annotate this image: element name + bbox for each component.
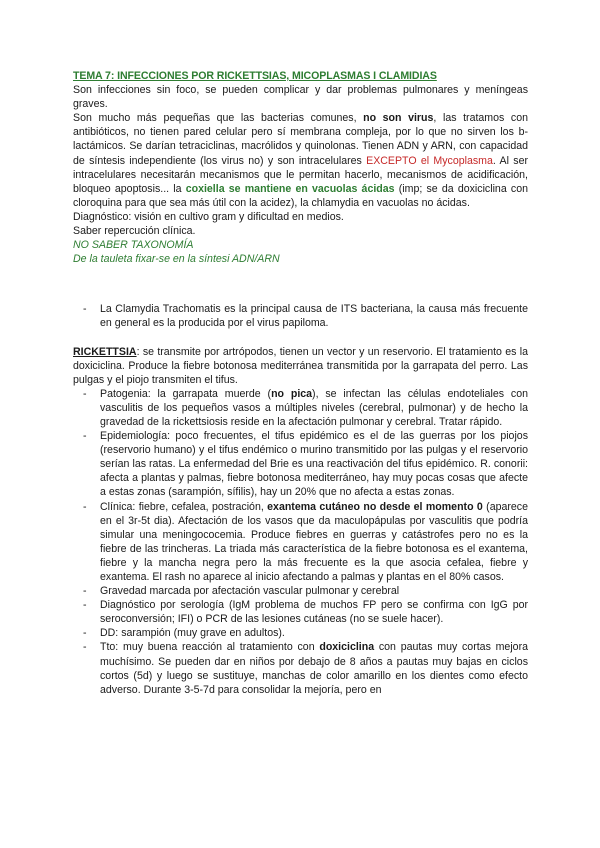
bold-run: no pica (271, 387, 313, 400)
rickettsia-heading: RICKETTSIA (73, 345, 137, 358)
red-highlight: EXCEPTO el Mycoplasma (366, 154, 493, 167)
spacer (73, 331, 528, 345)
bold-run: exantema cutáneo no desde el momento 0 (267, 500, 483, 513)
spacer (73, 266, 528, 302)
list-item-epidemiologia: - Epidemiología: poco frecuentes, el tifus epidémico es el de las guerras por los piojos (reservorio humano) y el tifus endémico o murino transmitido por las pulgas y el reservorio serían las ratas. La enfermedad del Brie es una reactivación del tifus epidémico. R. conorii: afecta a plantas y palmas, fiebre botonosa mediterráneo, hay muy pocas cosas que afecte a estas zonas (sarampión, sífilis), hay un 20% que no afecta a estas zonas. (73, 429, 528, 499)
note-taxonomy: NO SABER TAXONOMÍA (73, 239, 194, 252)
text-run: . Al ser intracelulares necesitarán mecanismos que le permitan hacerlo, mecanismos de acidificación, bloqueo apoptosis... la (73, 154, 528, 195)
list-item-chlamydia: - La Clamydia Trachomatis es la principal causa de ITS bacteriana, la causa más frecuente en general es la producida por el virus papiloma. (73, 302, 528, 330)
intro-paragraph-4: Saber repercución clínica. (73, 225, 196, 238)
text-run: con pautas muy cortas mejora muchísimo. Se pueden dar en niños por debajo de 8 años a pautas muy bajas en ciclos cortos (5d) y luego se sustituye, manchas de color amarillo en los dientes como efecto adverso. Durante 3-5-7d para consolidar la mejoría, pero en (100, 641, 528, 696)
text-run: : se transmite por artrópodos, tienen un vector y un reservorio. El tratamiento es la doxiciclina. Produce la fiebre botonosa mediterránea transmitida por la garrapata del perro. Las pulgas y el piojo transmiten el tifus. (73, 345, 528, 386)
list-item-diagnostico: - Diagnóstico por serología (IgM problema de muchos FP pero se confirma con IgG por seroconversión; IFI) o PCR de las lesiones cutáneas (no se suele hacer). (73, 598, 528, 626)
intro-paragraph-3: Diagnóstico: visión en cultivo gram y dificultad en medios. (73, 210, 344, 223)
text-run: Clínica: fiebre, cefalea, postración, (100, 500, 268, 513)
list-item-clinica (73, 500, 528, 585)
chlamydia-list (73, 302, 528, 330)
text-run: (imp; se da doxiciclina con cloroquina para que sea más útil con la acidez), la chlamydia en vacuolas no ácidas. (73, 182, 528, 209)
green-highlight: coxiella se mantiene en vacuolas ácidas (185, 182, 395, 195)
intro-paragraph-1: Son infecciones sin foco, se pueden complicar y dar problemas pulmonares y meníngeas graves. (73, 84, 528, 111)
list-item-dd: - DD: sarampión (muy grave en adultos). (73, 626, 528, 640)
text-run: Tto: muy buena reacción al tratamiento con (100, 641, 320, 654)
text-run: ), se infectan las células endoteliales con vasculitis de los pequeños vasos a múltiples niveles (cerebral, pulmonar) y de hecho la gravedad de la rickettsiosis reside en la afectación pulmonar y cerebral. Tratar rápido. (100, 387, 528, 428)
text-run: Patogenia: la garrapata muerde ( (100, 387, 272, 400)
list-item-patogenia (73, 387, 528, 429)
rickettsia-intro (73, 345, 528, 387)
text-run: (aparece en el 3r-5t dia). Afectación de los vasos que da maculopápulas por vasculitis que podría simular una meningococemia. Produce fiebres en guerras y catástrofes pero no es la fiebre de las trincheras. La triada más característica de la fiebre botonosa es el exantema, fiebre y la mancha negra pero la más frecuente es la que asocia cefalea, fiebre y exantema. El rash no aparece al inicio afectando a palmas y plantas en el 80% casos. (100, 500, 528, 583)
rickettsia-list (73, 387, 528, 697)
intro-paragraph-2 (73, 111, 528, 210)
document-title: TEMA 7: INFECCIONES POR RICKETTSIAS, MICOPLASMAS I CLAMIDIAS (73, 70, 437, 82)
text-run: Son mucho más pequeñas que las bacterias comunes, (73, 112, 364, 125)
bold-run: no son virus (363, 112, 434, 125)
list-item-tto (73, 640, 528, 696)
note-synthesis: De la tauleta fixar-se en la síntesi ADN/ARN (73, 253, 280, 266)
list-item-gravedad: - Gravedad marcada por afectación vascular pulmonar y cerebral (73, 584, 528, 598)
text-run: , las tratamos con antibióticos, no tienen pared celular pero sí membrana compleja, por lo que no sirven los b-lactámicos. Se darían tetraciclinas, macrólidos y quinolonas. Tienen ADN y ARN, con capacidad de síntesis independiente (los virus no) y son intracelulares (73, 112, 528, 167)
bold-run: doxiciclina (319, 641, 375, 654)
